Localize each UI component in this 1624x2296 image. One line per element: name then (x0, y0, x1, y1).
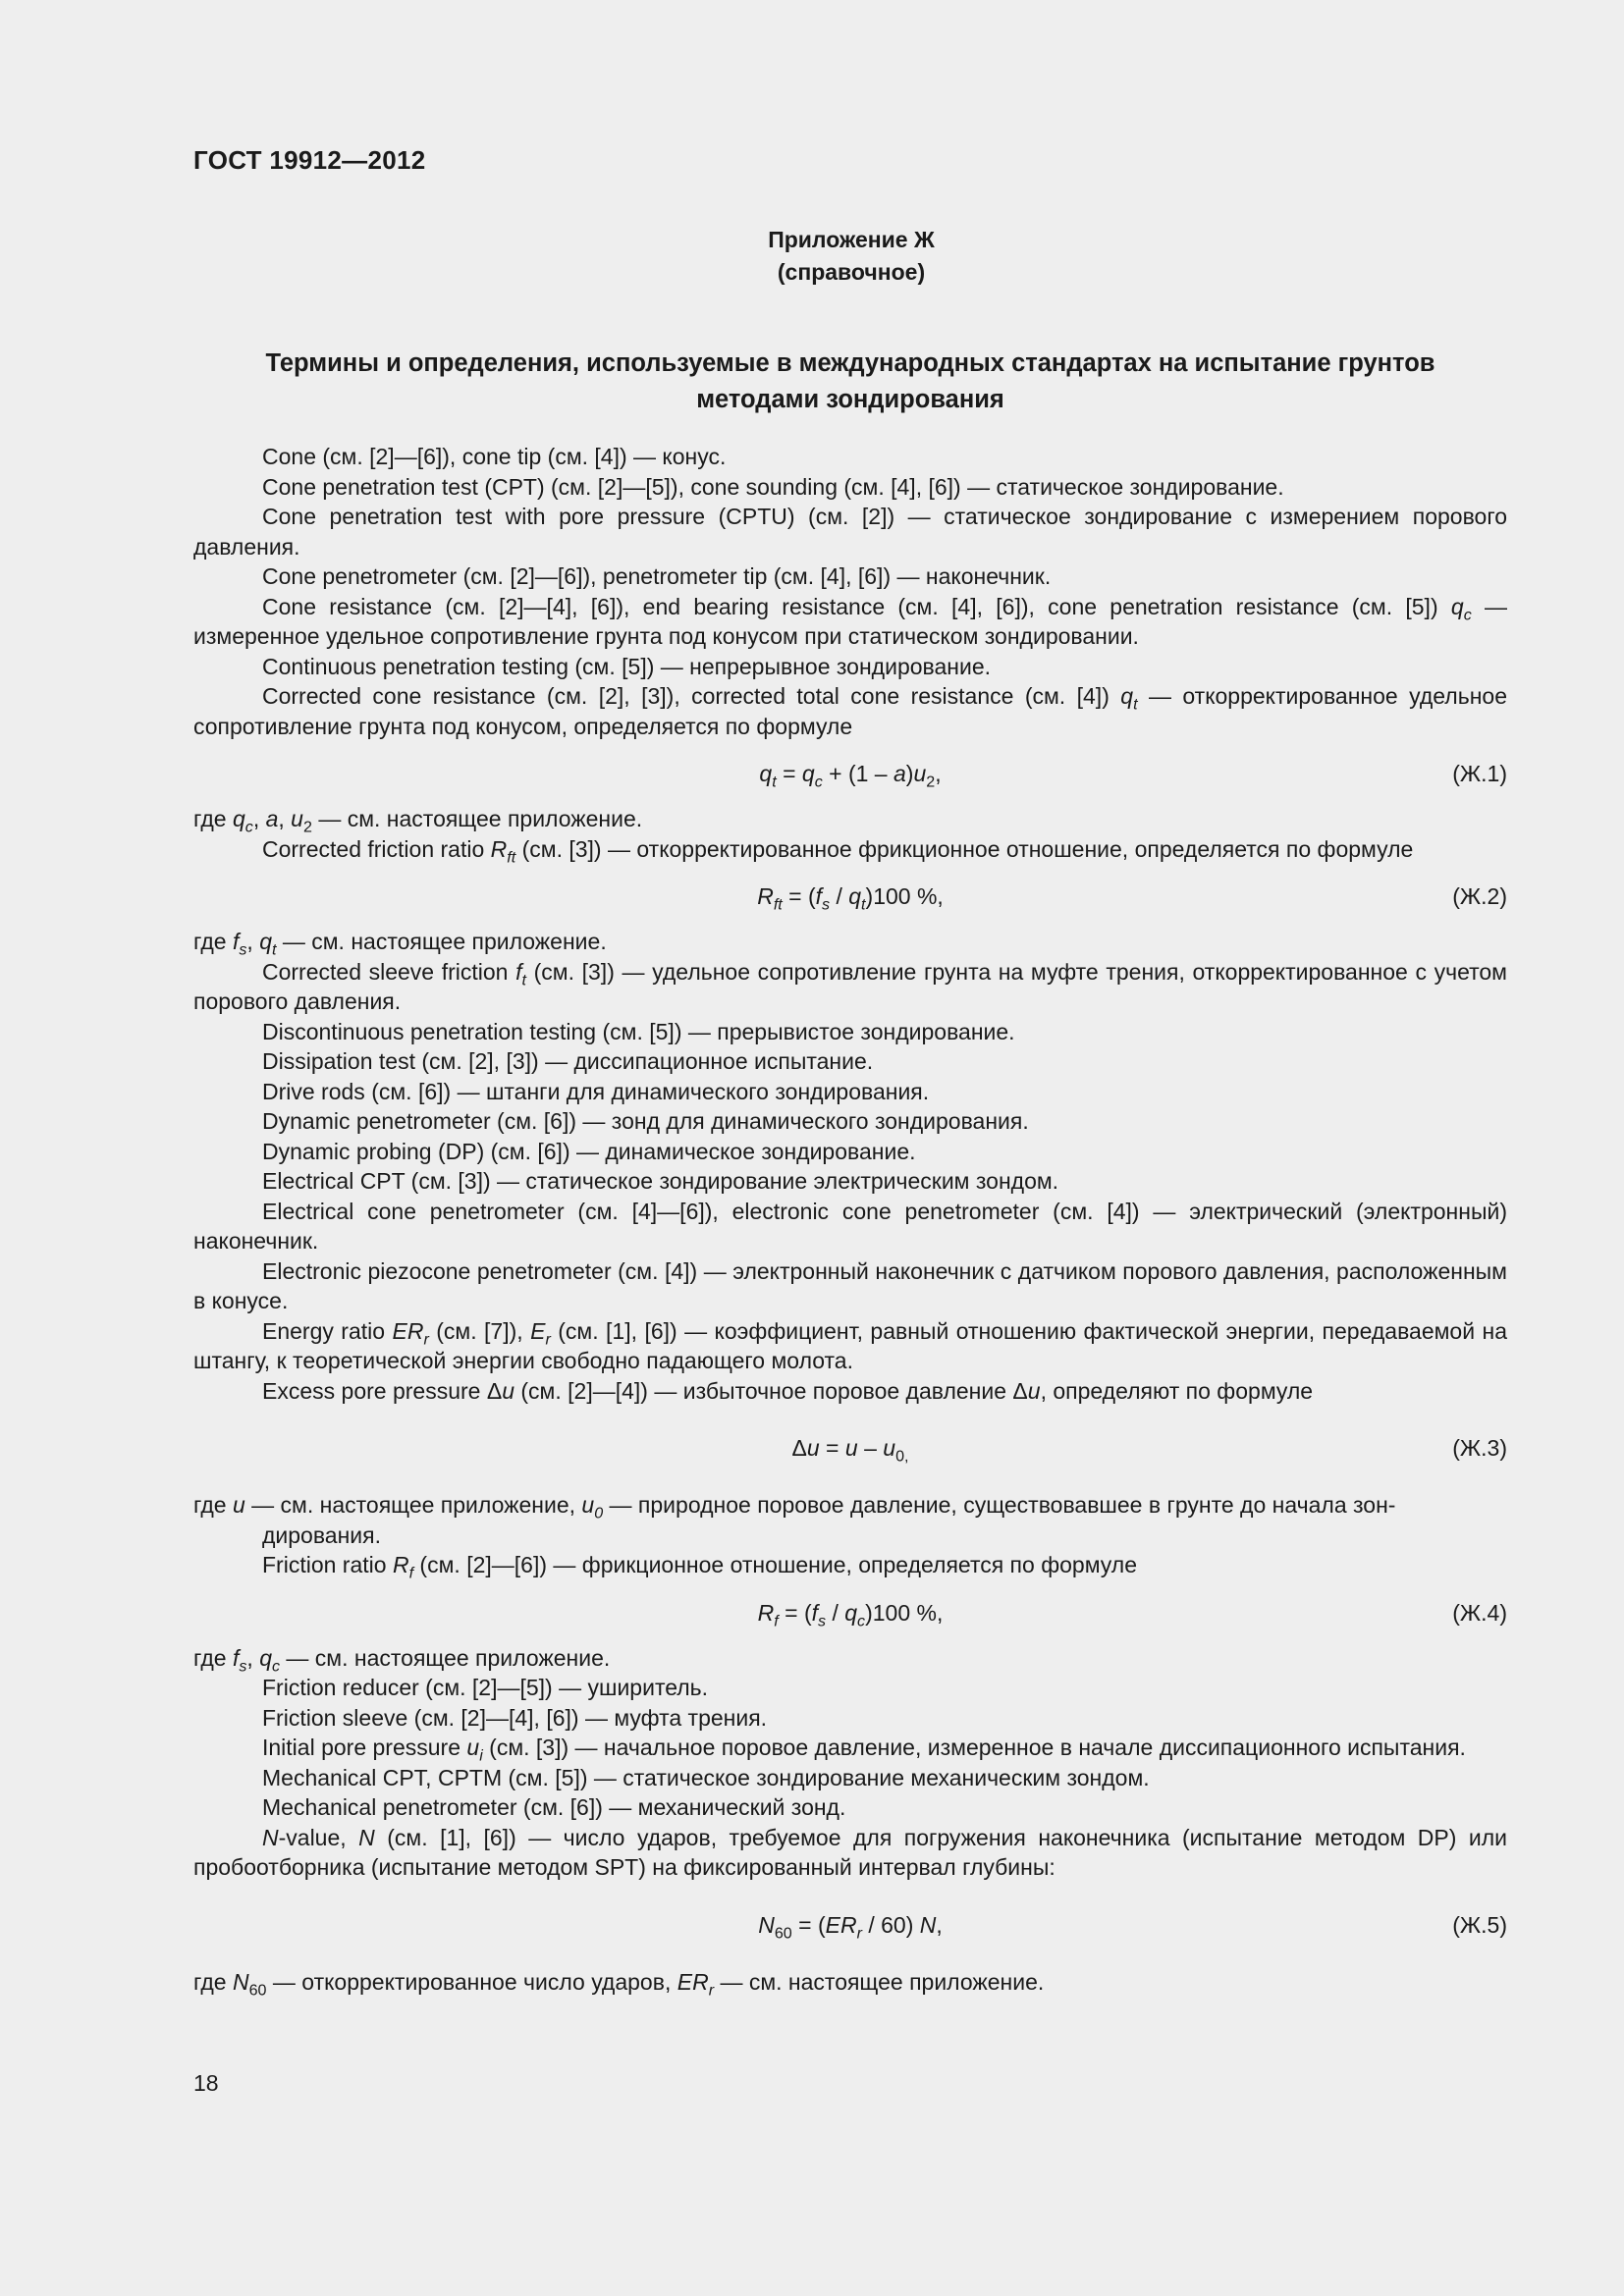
term-entry: Dissipation test (см. [2], [3]) — диссипационное испытание. (262, 1048, 874, 1074)
term-entry: Cone penetrometer (см. [2]—[6]), penetrometer tip (см. [4], [6]) — наконечник. (262, 563, 1052, 589)
term-entry: Cone (см. [2]—[6]), cone tip (см. [4]) — конус. (262, 444, 727, 469)
term-entry: N-value, N (см. [1], [6]) — число ударов, требуемое для погружения наконечника (испытание методом DP) или пробоотборника (испытание методом SPT) на фиксированный интервал глубины: (193, 1824, 1507, 1880)
term-entry: Excess pore pressure Δu (см. [2]—[4]) — избыточное поровое давление Δu, определяют по формуле (262, 1377, 1314, 1404)
term-entry: Mechanical CPT, CPTM (см. [5]) — статическое зондирование механическим зондом. (262, 1764, 1150, 1790)
appendix-label: Приложение Ж (768, 227, 935, 252)
term-entry: Initial pore pressure $u_i$ (см. [3]) — начальное поровое давление, измеренное в начале диссипационного испытания. (262, 1735, 1466, 1765)
formula-zh1 (193, 755, 1507, 794)
appendix-type: (справочное) (777, 259, 926, 285)
formula-zh3 (193, 1429, 1507, 1468)
term-entry: Cone resistance (см. [2]—[4], [6]), end bearing resistance (см. [4], [6]), cone penetration resistance (см. [5]) $q_c$ — измеренное удельное сопротивление грунта под конусом при статическом зондировании. (193, 593, 1508, 649)
where-clause: где $f_s$, $q_c$ — см. настоящее приложение. (193, 1644, 611, 1676)
term-entry: Drive rods (см. [6]) — штанги для динамического зондирования. (262, 1078, 930, 1104)
term-entry: Friction reducer (см. [2]—[5]) — уширитель. (262, 1675, 709, 1700)
term-entry: Continuous penetration testing (см. [5]) — непрерывное зондирование. (262, 653, 992, 679)
term-entry: Electronic piezocone penetrometer (см. [4]) — электронный наконечник с датчиком порового давления, расположенным в конусе. (193, 1257, 1507, 1313)
formula-zh4 (193, 1594, 1507, 1633)
term-entry: Cone penetration test (CPT) (см. [2]—[5]), cone sounding (см. [4], [6]) — статическое зондирование. (262, 473, 1284, 500)
formula-zh5 (193, 1906, 1507, 1946)
formula-number: (Ж.4) (1452, 1599, 1507, 1626)
formula-number: (Ж.3) (1452, 1435, 1507, 1461)
formula-number: (Ж.2) (1452, 883, 1507, 909)
section-title-line-2: методами зондирования (696, 386, 1004, 413)
section-title-line-1: Термины и определения, используемые в международных стандартах на испытание грунтов (265, 349, 1435, 377)
page-number: 18 (193, 2070, 219, 2096)
term-entry: Dynamic probing (DP) (см. [6]) — динамическое зондирование. (262, 1138, 916, 1164)
term-entry: Dynamic penetrometer (см. [6]) — зонд для динамического зондирования. (262, 1108, 1029, 1134)
term-entry: Discontinuous penetration testing (см. [5]) — прерывистое зондирование. (262, 1018, 1015, 1044)
formula-expression: $\Delta u = u - u_{0,}$ (791, 1435, 909, 1466)
term-entry: Corrected friction ratio $R_{ft}$ (см. [3]) — откорректированное фрикционное отношение, определяется по формуле (262, 835, 1414, 867)
where-clause: где u — см. настоящее приложение, $u_0$ — природное поровое давление, существовавшее в грунте до начала зон- (193, 1492, 1396, 1522)
document-body (193, 442, 1508, 2000)
where-clause-continuation: дирования. (262, 1522, 381, 1548)
term-entry: Electrical cone penetrometer (см. [4]—[6]), electronic cone penetrometer (см. [4]) — электрический (электронный) наконечник. (193, 1198, 1507, 1254)
formula-number: (Ж.1) (1452, 761, 1507, 786)
formula-number: (Ж.5) (1452, 1911, 1507, 1938)
formula-expression: $N_{60} = (ER_r / 60)$ N, (758, 1911, 943, 1943)
term-entry: Friction ratio $R_f$ (см. [2]—[6]) — фрикционное отношение, определяется по формуле (262, 1552, 1137, 1582)
formula-zh2 (193, 878, 1507, 917)
term-entry: Cone penetration test with pore pressure (CPTU) (см. [2]) — статическое зондирование с измерением порового давления. (193, 504, 1507, 560)
document-header: ГОСТ 19912—2012 (193, 145, 426, 175)
where-clause: где $q_c$, a, $u_2$ — см. настоящее приложение. (193, 806, 643, 836)
formula-expression: $q_t = q_c + (1 - a)u_2$, (759, 761, 942, 791)
where-clause: где $N_{60}$ — откорректированное число ударов, $ER_r$ — см. настоящее приложение. (193, 1968, 1045, 2000)
section-title (193, 346, 1507, 418)
appendix-heading (0, 224, 1624, 289)
term-entry: Energy ratio $ER_r$ (см. [7]), $E_r$ (см. [1], [6]) — коэффициент, равный отношению фактической энергии, передаваемой на штангу, к теоретической энергии свободно падающего молота. (193, 1317, 1508, 1373)
formula-expression: $R_f = (f_s / q_c)100$ %, (757, 1599, 944, 1630)
term-entry: Mechanical penetrometer (см. [6]) — механический зонд. (262, 1794, 846, 1820)
formula-expression: $R_{ft} = (f_s / q_t)100$ %, (757, 883, 944, 914)
where-clause: где $f_s$, $q_t$ — см. настоящее приложение. (193, 929, 607, 959)
term-entry: Corrected sleeve friction $f_t$ (см. [3]) — удельное сопротивление грунта на муфте трения, откорректированное с учетом порового давления. (193, 958, 1507, 1014)
term-entry: Electrical CPT (см. [3]) — статическое зондирование электрическим зондом. (262, 1168, 1059, 1194)
term-entry: Corrected cone resistance (см. [2], [3]), corrected total cone resistance (см. [4]) $q_t$ — откорректированное удельное сопротивление грунта под конусом, определяется по формуле (193, 683, 1507, 739)
term-entry: Friction sleeve (см. [2]—[4], [6]) — муфта трения. (262, 1704, 768, 1731)
